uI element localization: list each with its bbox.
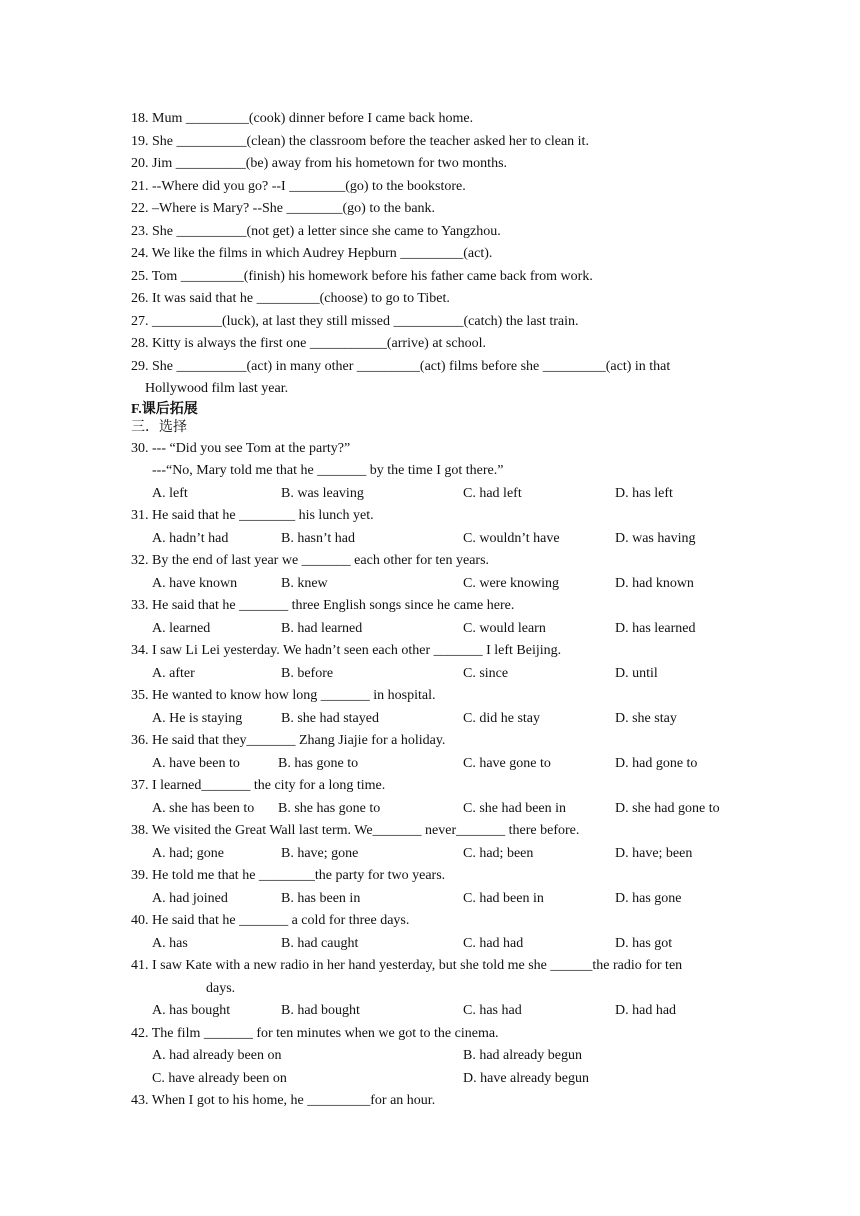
option-c: C. would learn bbox=[463, 620, 546, 636]
options-row bbox=[131, 1068, 751, 1091]
option-b: B. had learned bbox=[281, 620, 363, 636]
section-title: 三．选择 bbox=[131, 419, 187, 435]
option-d: D. had known bbox=[615, 575, 694, 591]
option-c: C. have already been on bbox=[152, 1070, 287, 1086]
option-d: D. has gone bbox=[615, 890, 682, 906]
options-row bbox=[131, 618, 751, 641]
option-a: A. had joined bbox=[152, 890, 228, 906]
question bbox=[131, 595, 751, 640]
question-stem: 30. --- “Did you see Tom at the party?” bbox=[131, 440, 351, 456]
option-d: D. have already begun bbox=[463, 1070, 589, 1086]
option-d: D. have; been bbox=[615, 845, 693, 861]
option-b: B. knew bbox=[281, 575, 328, 591]
option-c: C. had left bbox=[463, 485, 522, 501]
option-c: C. have gone to bbox=[463, 755, 551, 771]
options-row bbox=[131, 663, 751, 686]
section-heading: F.课后拓展 bbox=[131, 401, 198, 417]
question-stem-continuation: ---“No, Mary told me that he _______ by the time I got there.” bbox=[152, 463, 504, 478]
option-b: B. had bought bbox=[281, 1003, 360, 1018]
question bbox=[131, 865, 751, 910]
option-b: B. she had stayed bbox=[281, 710, 379, 726]
option-c: C. since bbox=[463, 665, 509, 681]
fill-in-section bbox=[131, 108, 751, 401]
option-d: D. has learned bbox=[615, 620, 696, 636]
options-row bbox=[131, 798, 751, 821]
question bbox=[131, 640, 751, 685]
question bbox=[131, 955, 751, 1023]
multiple-choice-section bbox=[131, 438, 751, 1113]
option-c: C. had had bbox=[463, 935, 524, 951]
options-row bbox=[131, 1000, 751, 1023]
option-b: B. has been in bbox=[281, 890, 361, 906]
options-row bbox=[131, 708, 751, 731]
options-row bbox=[131, 1045, 751, 1068]
option-c: C. had been in bbox=[463, 890, 544, 906]
question bbox=[131, 438, 751, 506]
fill-in-item: 25. Tom _________(finish) his homework before his father came back from work. bbox=[131, 268, 593, 284]
option-a: A. has bought bbox=[152, 1003, 231, 1018]
option-d: D. she had gone to bbox=[615, 800, 720, 816]
options-row bbox=[131, 933, 751, 956]
option-d: D. was having bbox=[615, 530, 696, 546]
option-c: C. did he stay bbox=[463, 710, 540, 726]
fill-in-item: 29. She __________(act) in many other _________(act) films before she _________(act) in that bbox=[131, 358, 671, 374]
option-a: A. He is staying bbox=[152, 710, 243, 726]
question bbox=[131, 775, 751, 820]
fill-in-item: 20. Jim __________(be) away from his hometown for two months. bbox=[131, 156, 508, 171]
question bbox=[131, 820, 751, 865]
option-a: A. had; gone bbox=[152, 845, 224, 861]
question-stem: 32. By the end of last year we _______ each other for ten years. bbox=[131, 553, 490, 568]
options-row bbox=[131, 483, 751, 506]
option-b: B. had caught bbox=[281, 935, 359, 951]
option-a: A. after bbox=[152, 665, 195, 681]
option-a: A. had already been on bbox=[152, 1048, 282, 1063]
question bbox=[131, 910, 751, 955]
options-row bbox=[131, 573, 751, 596]
option-c: C. has had bbox=[463, 1003, 522, 1018]
exercise-body bbox=[131, 108, 751, 1113]
option-b: B. before bbox=[281, 665, 334, 681]
option-a: A. left bbox=[152, 485, 188, 501]
options-row bbox=[131, 888, 751, 911]
option-d: D. she stay bbox=[615, 710, 677, 726]
fill-in-item-continuation: Hollywood film last year. bbox=[145, 381, 289, 396]
option-d: D. had had bbox=[615, 1003, 677, 1018]
question bbox=[131, 550, 751, 595]
option-a: A. she has been to bbox=[152, 800, 255, 816]
fill-in-item: 27. __________(luck), at last they still missed __________(catch) the last train. bbox=[131, 313, 579, 329]
question-stem: 41. I saw Kate with a new radio in her hand yesterday, but she told me she ______the radio for ten bbox=[131, 958, 683, 973]
question-stem: 35. He wanted to know how long _______ in hospital. bbox=[131, 688, 436, 703]
options-row bbox=[131, 528, 751, 551]
option-d: D. until bbox=[615, 665, 658, 681]
option-b: B. had already begun bbox=[463, 1048, 582, 1063]
question-stem: 36. He said that they_______ Zhang Jiajie for a holiday. bbox=[131, 733, 446, 748]
fill-in-item: 23. She __________(not get) a letter since she came to Yangzhou. bbox=[131, 223, 501, 239]
option-d: D. has got bbox=[615, 935, 673, 951]
question-stem: 43. When I got to his home, he _________for an hour. bbox=[131, 1093, 436, 1108]
option-d: D. had gone to bbox=[615, 755, 698, 771]
question-stem: 39. He told me that he ________the party for two years. bbox=[131, 868, 446, 883]
options-row bbox=[131, 843, 751, 866]
question-stem: 33. He said that he _______ three English songs since he came here. bbox=[131, 598, 515, 613]
fill-in-item: 24. We like the films in which Audrey Hepburn _________(act). bbox=[131, 246, 493, 261]
option-c: C. had; been bbox=[463, 845, 534, 861]
question bbox=[131, 1023, 751, 1091]
fill-in-item: 19. She __________(clean) the classroom before the teacher asked her to clean it. bbox=[131, 133, 589, 149]
option-c: C. wouldn’t have bbox=[463, 530, 560, 546]
option-b: B. she has gone to bbox=[278, 800, 381, 816]
question-stem: 42. The film _______ for ten minutes when we got to the cinema. bbox=[131, 1025, 499, 1041]
question-stem: 34. I saw Li Lei yesterday. We hadn’t seen each other _______ I left Beijing. bbox=[131, 643, 562, 658]
question-stem: 31. He said that he ________ his lunch yet. bbox=[131, 508, 374, 523]
question bbox=[131, 1090, 751, 1113]
option-d: D. has left bbox=[615, 485, 673, 501]
question-stem: 40. He said that he _______ a cold for three days. bbox=[131, 913, 410, 928]
fill-in-item: 28. Kitty is always the first one ___________(arrive) at school. bbox=[131, 336, 486, 351]
question bbox=[131, 730, 751, 775]
fill-in-item: 18. Mum _________(cook) dinner before I came back home. bbox=[131, 111, 474, 126]
question-stem-continuation: days. bbox=[206, 980, 236, 996]
fill-in-item: 26. It was said that he _________(choose) to go to Tibet. bbox=[131, 291, 450, 306]
question bbox=[131, 685, 751, 730]
option-a: A. have known bbox=[152, 575, 238, 591]
fill-in-item: 22. –Where is Mary? --She ________(go) to the bank. bbox=[131, 201, 436, 216]
option-c: C. she had been in bbox=[463, 800, 567, 816]
option-a: A. learned bbox=[152, 620, 211, 636]
option-a: A. has bbox=[152, 935, 188, 951]
question bbox=[131, 505, 751, 550]
fill-in-item: 21. --Where did you go? --I ________(go) to the bookstore. bbox=[131, 178, 466, 194]
option-c: C. were knowing bbox=[463, 575, 560, 591]
option-a: A. have been to bbox=[152, 755, 240, 771]
option-b: B. hasn’t had bbox=[281, 530, 356, 546]
options-row bbox=[131, 753, 751, 776]
option-b: B. was leaving bbox=[281, 485, 364, 501]
option-b: B. have; gone bbox=[281, 845, 359, 861]
option-a: A. hadn’t had bbox=[152, 530, 229, 546]
question-stem: 38. We visited the Great Wall last term. We_______ never_______ there before. bbox=[131, 823, 580, 838]
question-stem: 37. I learned_______ the city for a long time. bbox=[131, 778, 386, 793]
option-b: B. has gone to bbox=[278, 755, 359, 771]
